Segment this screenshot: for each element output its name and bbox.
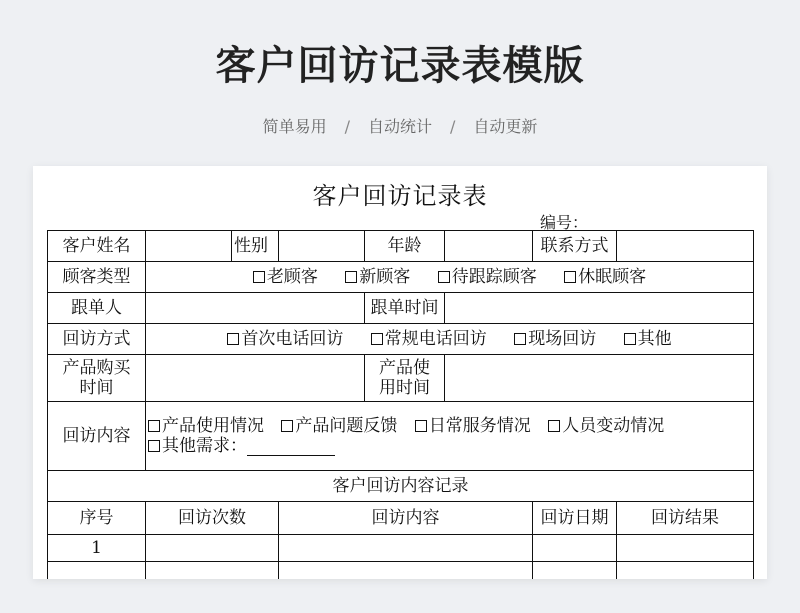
record-visit-content[interactable]	[279, 562, 533, 580]
option-pending-customer[interactable]: 待跟踪顾客	[438, 267, 537, 287]
age-label: 年龄	[365, 231, 445, 262]
contact-label: 联系方式	[533, 231, 617, 262]
option-regular-call[interactable]: 常规电话回访	[371, 329, 487, 349]
form-sheet	[33, 166, 767, 579]
follow-time-field[interactable]	[445, 293, 754, 324]
col-header-visit-result: 回访结果	[617, 502, 754, 535]
checkbox-icon[interactable]	[253, 271, 265, 283]
record-visit-date[interactable]	[533, 562, 617, 580]
option-staff-change[interactable]: 人员变动情况	[548, 416, 664, 436]
record-visit-content[interactable]	[279, 535, 533, 562]
record-visit-count[interactable]	[146, 562, 279, 580]
form-title: 客户回访记录表	[312, 182, 488, 210]
use-time-field[interactable]	[445, 355, 754, 402]
visit-method-label: 回访方式	[48, 324, 146, 355]
visit-method-options	[146, 324, 754, 355]
tag-separator: /	[450, 117, 456, 136]
col-header-visit-date: 回访日期	[533, 502, 617, 535]
tag-easy: 简单易用	[262, 117, 327, 136]
record-section-title: 客户回访内容记录	[48, 471, 754, 502]
table-row	[48, 562, 754, 580]
checkbox-icon[interactable]	[148, 420, 160, 432]
purchase-time-field[interactable]	[146, 355, 365, 402]
row-visit-method	[48, 324, 754, 355]
checkbox-icon[interactable]	[345, 271, 357, 283]
col-header-visit-content: 回访内容	[279, 502, 533, 535]
row-customer-type	[48, 262, 754, 293]
tagline	[0, 114, 800, 137]
option-dormant-customer[interactable]: 休眠顾客	[564, 267, 646, 287]
option-old-customer[interactable]: 老顾客	[253, 267, 318, 287]
checkbox-icon[interactable]	[227, 333, 239, 345]
tag-auto-update: 自动更新	[473, 117, 538, 136]
customer-type-label: 顾客类型	[48, 262, 146, 293]
record-visit-count[interactable]	[146, 535, 279, 562]
checkbox-icon[interactable]	[438, 271, 450, 283]
follower-field[interactable]	[146, 293, 365, 324]
record-visit-result[interactable]	[617, 562, 754, 580]
record-header-row	[48, 502, 754, 535]
option-product-usage[interactable]: 产品使用情况	[148, 416, 264, 436]
checkbox-icon[interactable]	[624, 333, 636, 345]
row-follower	[48, 293, 754, 324]
option-daily-service[interactable]: 日常服务情况	[415, 416, 531, 436]
row-record-section-title	[48, 471, 754, 502]
checkbox-icon[interactable]	[514, 333, 526, 345]
customer-type-options	[146, 262, 754, 293]
checkbox-icon[interactable]	[148, 440, 160, 452]
checkbox-icon[interactable]	[564, 271, 576, 283]
age-field[interactable]	[445, 231, 533, 262]
visit-record-table	[47, 230, 754, 579]
checkbox-icon[interactable]	[371, 333, 383, 345]
visit-content-options	[146, 402, 754, 471]
table-row	[48, 535, 754, 562]
tag-separator: /	[344, 117, 350, 136]
row-customer-info	[48, 231, 754, 262]
page-title: 客户回访记录表模版	[215, 43, 585, 89]
contact-field[interactable]	[617, 231, 754, 262]
follow-time-label: 跟单时间	[365, 293, 445, 324]
option-new-customer[interactable]: 新顾客	[345, 267, 410, 287]
record-no	[48, 562, 146, 580]
follower-label: 跟单人	[48, 293, 146, 324]
record-visit-result[interactable]	[617, 535, 754, 562]
visit-content-label: 回访内容	[48, 402, 146, 471]
col-header-visit-count: 回访次数	[146, 502, 279, 535]
option-onsite-visit[interactable]: 现场回访	[514, 329, 596, 349]
checkbox-icon[interactable]	[281, 420, 293, 432]
row-visit-content	[48, 402, 754, 471]
checkbox-icon[interactable]	[548, 420, 560, 432]
gender-label: 性别	[232, 231, 279, 262]
option-other-needs[interactable]: 其他需求：	[148, 436, 335, 456]
customer-name-field[interactable]	[146, 231, 232, 262]
record-visit-date[interactable]	[533, 535, 617, 562]
record-no: 1	[48, 535, 146, 562]
other-needs-blank[interactable]	[247, 439, 335, 456]
gender-field[interactable]	[279, 231, 365, 262]
col-header-no: 序号	[48, 502, 146, 535]
customer-name-label: 客户姓名	[48, 231, 146, 262]
serial-number-label: 编号：	[540, 213, 589, 232]
option-first-call[interactable]: 首次电话回访	[227, 329, 343, 349]
checkbox-icon[interactable]	[415, 420, 427, 432]
row-product-time	[48, 355, 754, 402]
option-product-feedback[interactable]: 产品问题反馈	[281, 416, 397, 436]
use-time-label: 产品使 用时间	[365, 355, 445, 402]
purchase-time-label: 产品购买 时间	[48, 355, 146, 402]
tag-auto-stats: 自动统计	[367, 117, 432, 136]
option-other-method[interactable]: 其他	[624, 329, 672, 349]
